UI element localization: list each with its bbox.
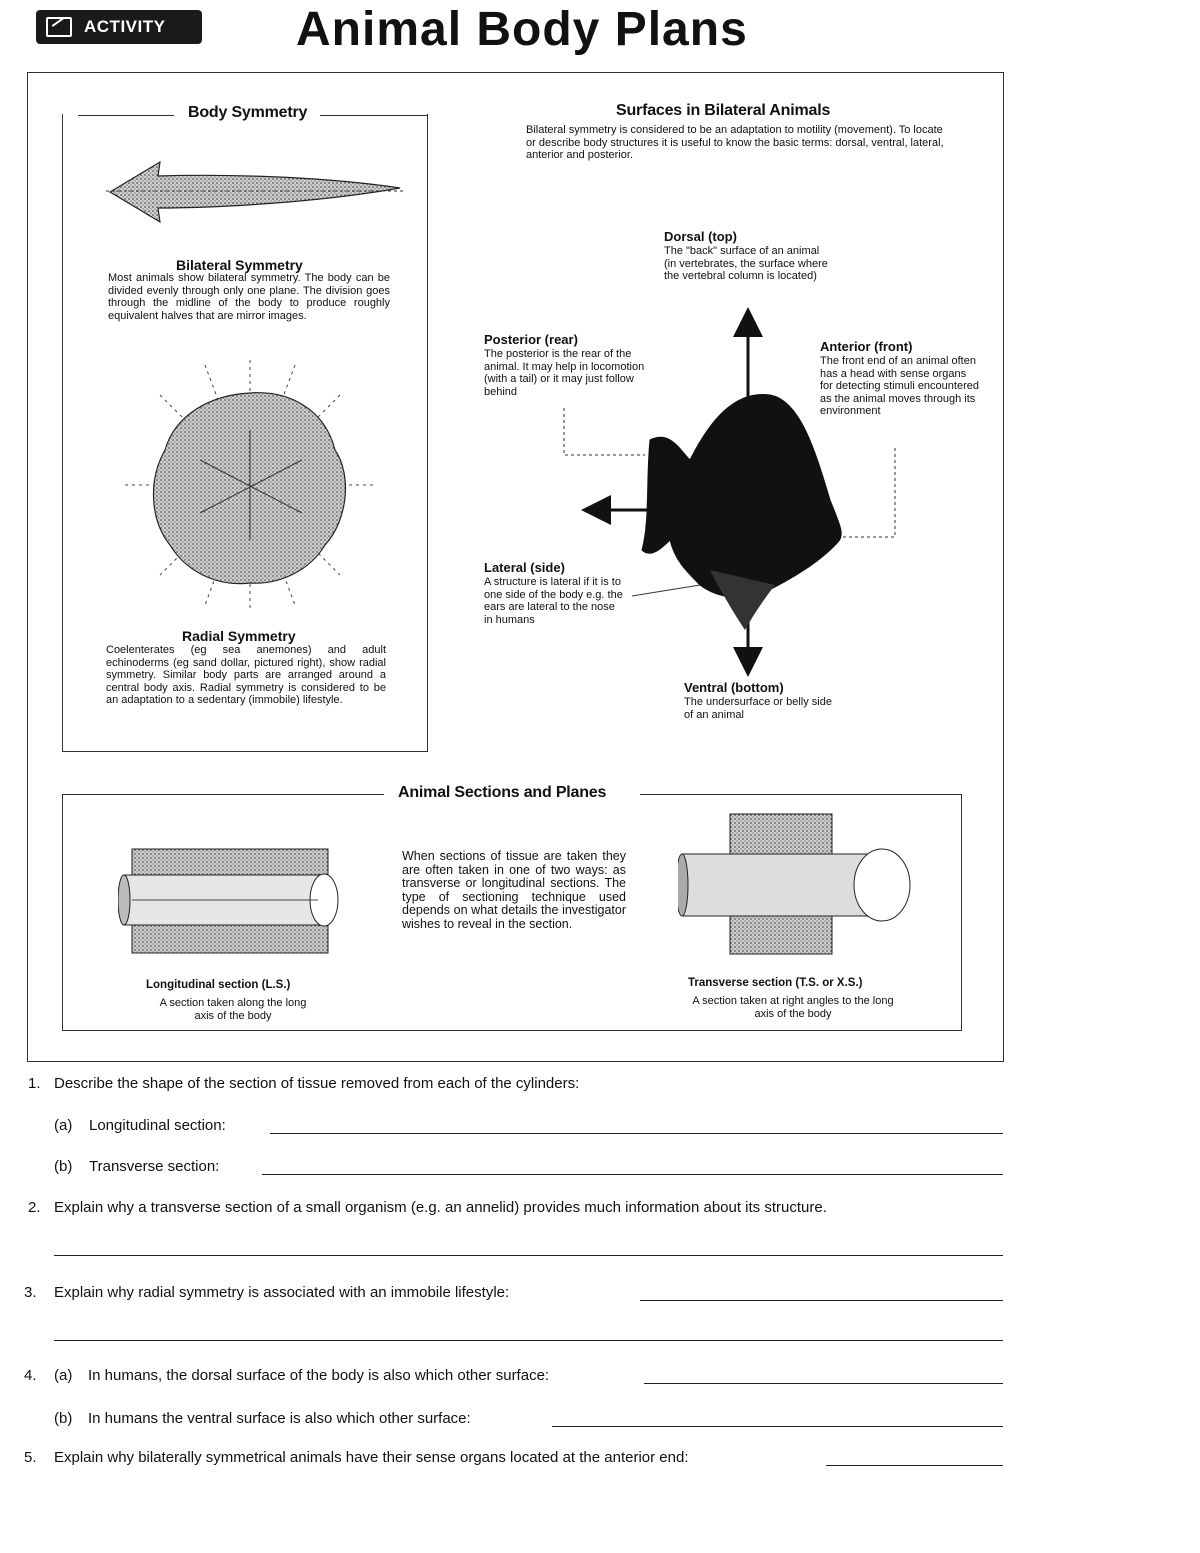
divider <box>320 115 428 116</box>
question-4b-text: In humans the ventral surface is also which other surface: <box>88 1410 471 1427</box>
ls-title: Longitudinal section (L.S.) <box>146 979 291 991</box>
sections-heading: Animal Sections and Planes <box>398 784 607 801</box>
question-number: 5. <box>24 1449 37 1466</box>
activity-badge <box>36 10 202 44</box>
answer-line-1a[interactable] <box>270 1133 1003 1134</box>
lateral-text: A structure is lateral if it is to one side of the body e.g. the ears are lateral to the nose in humans <box>484 576 623 626</box>
divider <box>640 794 962 795</box>
flatworm-illustration <box>100 150 410 230</box>
question-number: 1. <box>28 1075 41 1092</box>
answer-line-5[interactable] <box>826 1465 1003 1466</box>
ts-text: A section taken at right angles to the long axis of the body <box>692 995 894 1020</box>
body-symmetry-heading: Body Symmetry <box>188 104 308 121</box>
surfaces-heading: Surfaces in Bilateral Animals <box>616 102 831 119</box>
bilateral-text: Most animals show bilateral symmetry. The body can be divided evenly through only one plane. The division goes through the midline of the body to produce roughly equivalent halves that are mirror images. <box>108 272 390 322</box>
question-number: (a) <box>54 1367 73 1384</box>
transverse-section-illustration <box>678 810 918 960</box>
posterior-title: Posterior (rear) <box>484 332 578 347</box>
longitudinal-section-illustration <box>118 845 348 960</box>
ventral-text: The undersurface or belly side of an animal <box>684 696 832 721</box>
question-number: (b) <box>54 1410 73 1427</box>
question-number: (b) <box>54 1158 73 1175</box>
bilateral-title: Bilateral Symmetry <box>176 257 303 273</box>
question-1b-text: Transverse section: <box>89 1158 220 1175</box>
question-number: (a) <box>54 1117 73 1134</box>
anterior-title: Anterior (front) <box>820 339 913 354</box>
anterior-text: The front end of an animal often has a head with sense organs for detecting stimuli encountered as the animal moves through its environment <box>820 355 979 417</box>
question-1a-text: Longitudinal section: <box>89 1117 226 1134</box>
badge-label: ACTIVITY <box>84 17 166 36</box>
answer-line-3b[interactable] <box>54 1340 1003 1341</box>
answer-line-3a[interactable] <box>640 1300 1003 1301</box>
question-1-text: Describe the shape of the section of tissue removed from each of the cylinders: <box>54 1075 580 1092</box>
answer-line-4a[interactable] <box>644 1383 1003 1384</box>
answer-line-1b[interactable] <box>262 1174 1003 1175</box>
fish-orientation-diagram <box>560 300 900 680</box>
question-3-text: Explain why radial symmetry is associated with an immobile lifestyle: <box>54 1284 510 1301</box>
ts-title: Transverse section (T.S. or X.S.) <box>688 977 863 989</box>
question-number: 4. <box>24 1367 37 1384</box>
page-title: Animal Body Plans <box>296 3 748 56</box>
sections-description: When sections of tissue are taken they are often taken in one of two ways: as transverse or longitudinal sections. The type of sectioning technique used depends on what details the investigator wishes to reveal in the section. <box>402 849 626 931</box>
question-2-text: Explain why a transverse section of a small organism (e.g. an annelid) provides much information about its structure. <box>54 1199 827 1216</box>
answer-line-4b[interactable] <box>552 1426 1003 1427</box>
ventral-title: Ventral (bottom) <box>684 680 784 695</box>
divider <box>78 115 174 116</box>
divider <box>62 794 384 795</box>
dorsal-text: The "back" surface of an animal (in vertebrates, the surface where the vertebral column is located) <box>664 245 828 282</box>
surfaces-intro: Bilateral symmetry is considered to be an adaptation to motility (movement). To locate or describe body structures it is useful to know the basic terms: dorsal, ventral, lateral, anterior and posterior. <box>526 124 944 161</box>
lateral-title: Lateral (side) <box>484 560 565 575</box>
sand-dollar-illustration <box>120 355 380 615</box>
pencil-icon <box>46 17 72 37</box>
answer-line-2[interactable] <box>54 1255 1003 1256</box>
question-number: 2. <box>28 1199 41 1216</box>
radial-text: Coelenterates (eg sea anemones) and adult echinoderms (eg sand dollar, pictured right), show radial symmetry. Similar body parts are arranged around a central body axis. Radial symmetry is considered to be an adaptation to a sedentary (immobile) lifestyle. <box>106 644 386 706</box>
question-5-text: Explain why bilaterally symmetrical animals have their sense organs located at the anterior end: <box>54 1449 689 1466</box>
question-4a-text: In humans, the dorsal surface of the body is also which other surface: <box>88 1367 550 1384</box>
ls-text: A section taken along the long axis of the body <box>159 997 307 1022</box>
posterior-text: The posterior is the rear of the animal. It may help in locomotion (with a tail) or it may just follow behind <box>484 348 645 398</box>
dorsal-title: Dorsal (top) <box>664 229 737 244</box>
radial-title: Radial Symmetry <box>182 628 296 644</box>
question-number: 3. <box>24 1284 37 1301</box>
